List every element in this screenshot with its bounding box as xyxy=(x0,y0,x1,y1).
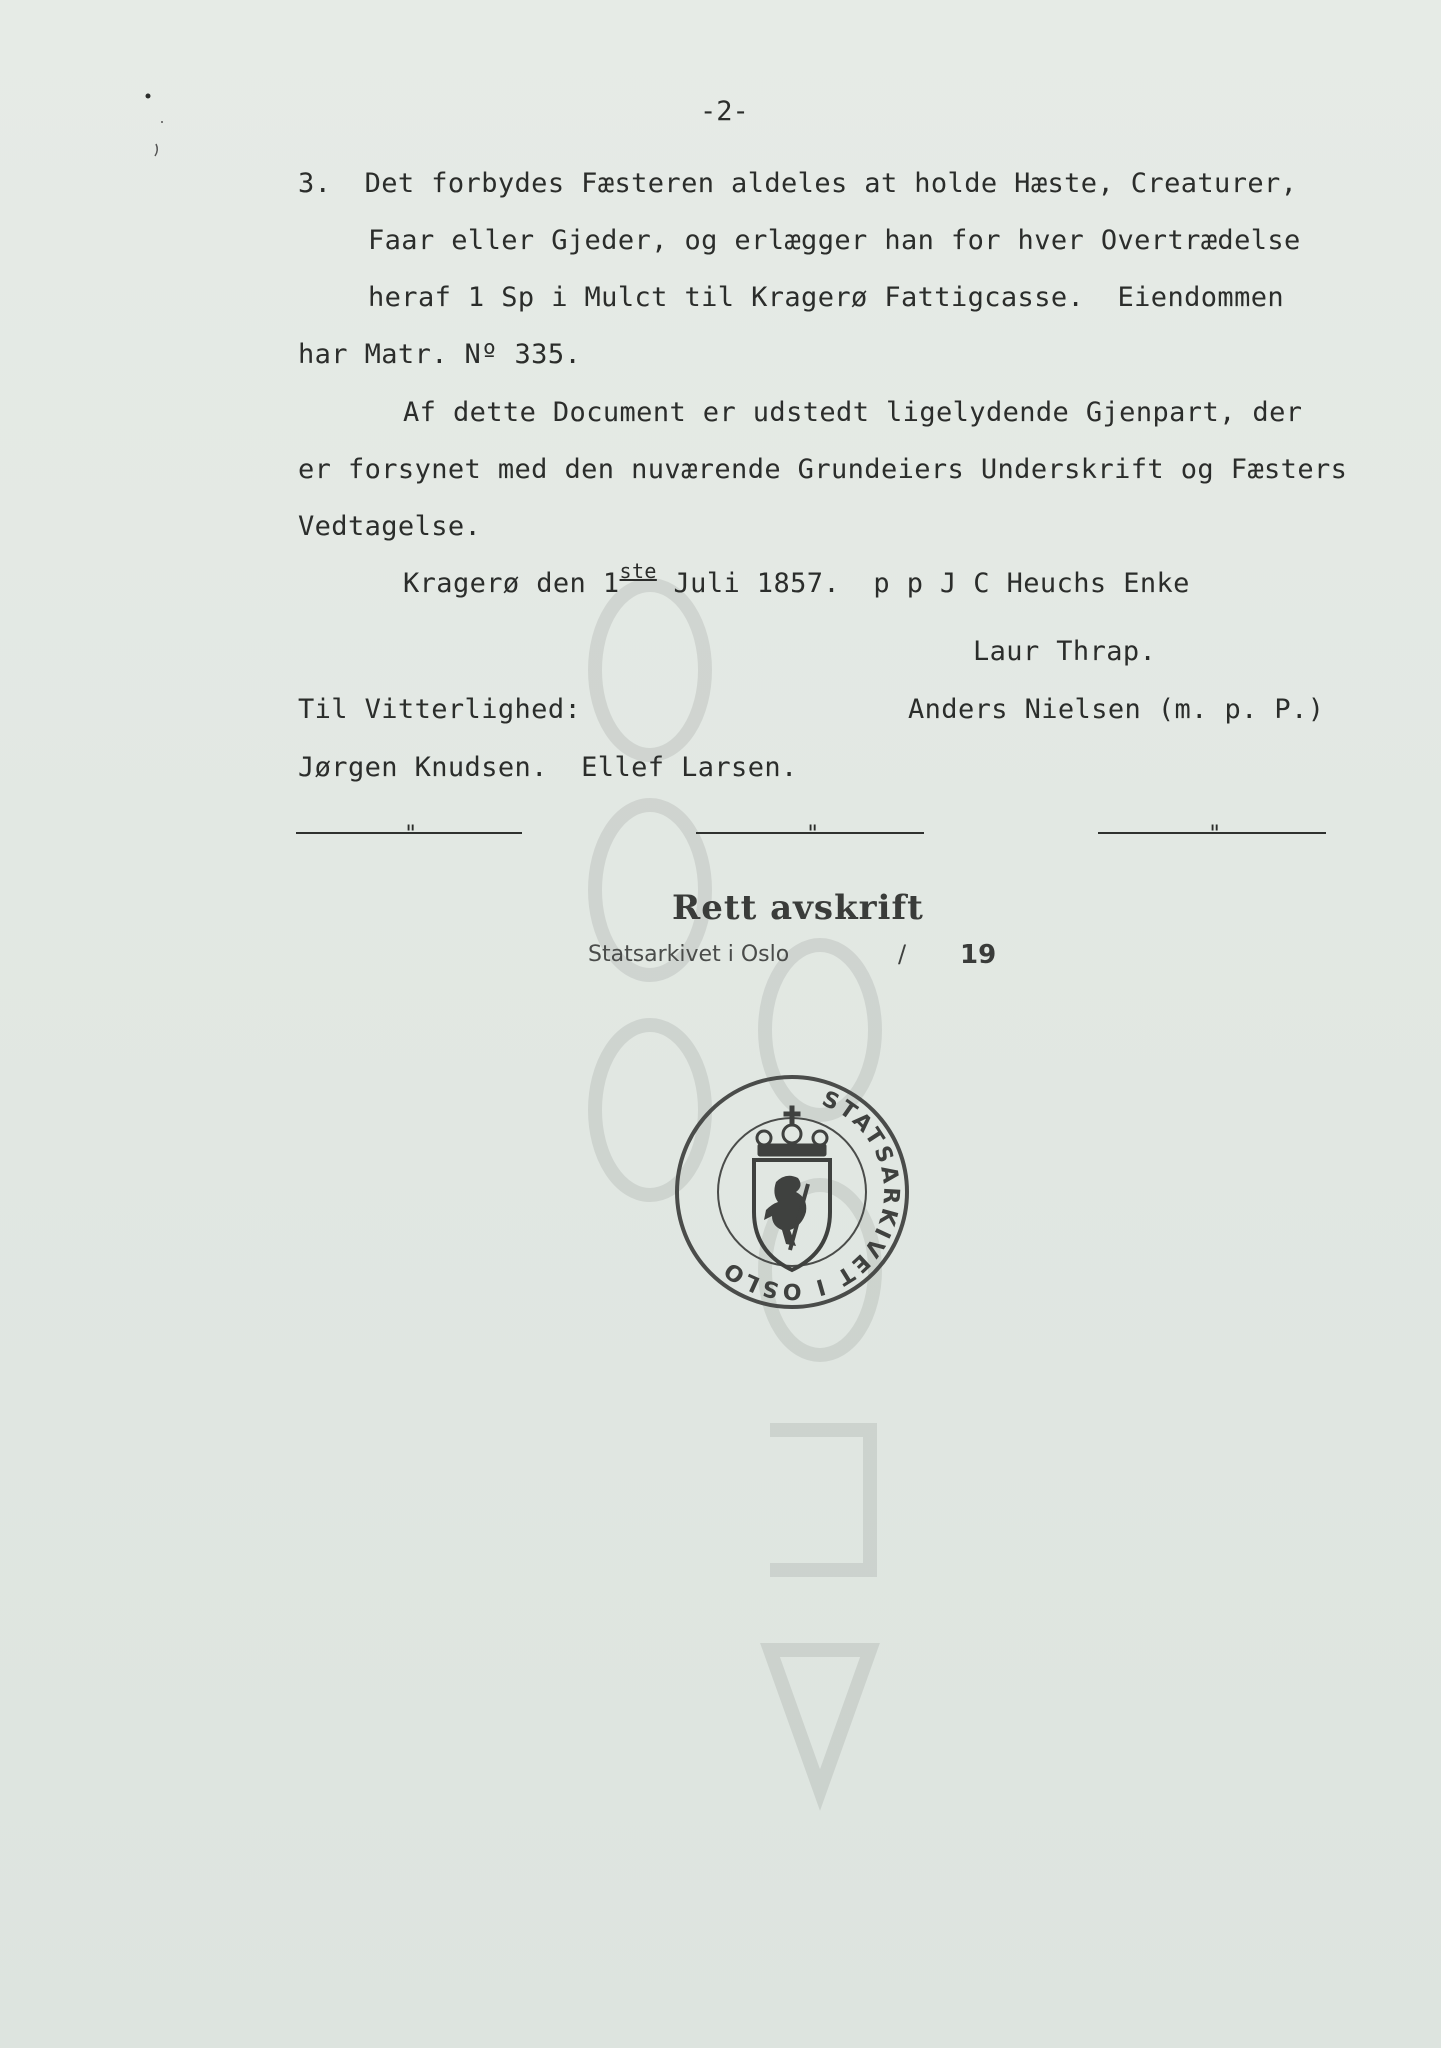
svg-text:STATSARKIVET I OSLO: STATSARKIVET I OSLO xyxy=(717,1086,904,1304)
ditto-mark-3: " xyxy=(1208,822,1222,847)
ditto-mark-1: " xyxy=(404,822,418,847)
stamp-year: 19 xyxy=(960,940,997,970)
date-prefix: Kragerø den 1 xyxy=(403,568,620,599)
signature-anders-nielsen: Anders Nielsen (m. p. P.) xyxy=(908,694,1325,725)
date-superscript: ste xyxy=(619,559,657,583)
text-line-1: 3. Det forbydes Fæsteren aldeles at holde Hæste, Creaturer, xyxy=(298,168,1298,199)
stamp-slash: / xyxy=(898,940,907,968)
text-line-4: har Matr. Nº 335. xyxy=(298,339,582,370)
stamp-archive: Statsarkivet i Oslo xyxy=(588,942,790,967)
date-line xyxy=(403,559,1190,601)
text-line-3: heraf 1 Sp i Mulct til Kragerø Fattigcasse. Eiendommen xyxy=(368,282,1285,313)
witness-label: Til Vitterlighed: xyxy=(298,694,582,725)
signature-laur-thrap: Laur Thrap. xyxy=(973,636,1157,667)
ditto-mark-2: " xyxy=(806,822,820,847)
stamp-title: Rett avskrift xyxy=(672,888,924,928)
text-line-2: Faar eller Gjeder, og erlægger han for hver Overtrædelse xyxy=(368,225,1301,256)
archive-seal xyxy=(672,1072,912,1312)
witness-names: Jørgen Knudsen. Ellef Larsen. xyxy=(298,752,798,783)
text-line-7: Vedtagelse. xyxy=(298,511,482,542)
text-line-6: er forsynet med den nuværende Grundeiers Underskrift og Fæsters xyxy=(298,454,1348,485)
date-suffix: Juli 1857. p p J C Heuchs Enke xyxy=(656,568,1190,599)
text-line-5: Af dette Document er udstedt ligelydende Gjenpart, der xyxy=(403,397,1303,428)
margin-marks xyxy=(142,88,172,182)
page-number: -2- xyxy=(700,96,749,127)
